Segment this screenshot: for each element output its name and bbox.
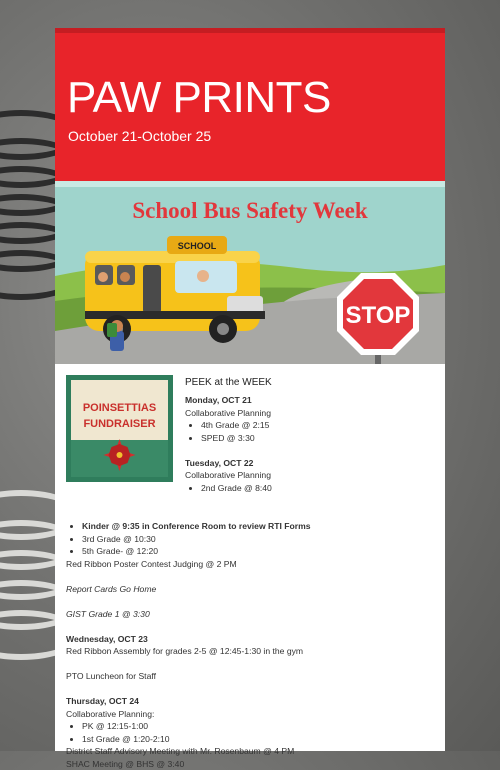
thursday-heading: Thursday, OCT 24: [66, 695, 436, 708]
tuesday-list: [185, 482, 435, 495]
list-item: • 3rd Grade @ 10:30: [82, 533, 436, 546]
peek-title: PEEK at the WEEK: [185, 376, 435, 389]
newsletter-title: PAW PRINTS: [67, 73, 331, 123]
fundraiser-line1: POINSETTIAS: [83, 402, 156, 414]
list-item: • 2nd Grade @ 8:40: [201, 482, 435, 495]
thursday-after2: SHAC Meeting @ BHS @ 3:40: [66, 758, 436, 770]
wednesday-line2: PTO Luncheon for Staff: [66, 670, 436, 683]
list-item: • 4th Grade @ 2:15: [201, 419, 435, 432]
newsletter-date-range: October 21-October 25: [68, 128, 211, 144]
bus-school-label: SCHOOL: [178, 241, 217, 251]
tuesday-heading: Tuesday, OCT 22: [185, 457, 435, 470]
thursday-list: [66, 720, 436, 745]
tuesday-line: Collaborative Planning: [185, 469, 435, 482]
thursday-line: Collaborative Planning:: [66, 708, 436, 721]
list-item: • 5th Grade- @ 12:20: [82, 545, 436, 558]
monday-list: [185, 419, 435, 444]
background-spring-decoration: [0, 110, 60, 670]
stop-sign-text: STOP: [346, 302, 411, 329]
peek-week-column: [185, 376, 435, 494]
list-item: • 1st Grade @ 1:20-2:10: [82, 733, 436, 746]
tuesday-note-report-cards: Report Cards Go Home: [66, 583, 436, 596]
bus-safety-banner: [55, 181, 445, 364]
monday-line: Collaborative Planning: [185, 407, 435, 420]
tuesday-after: Red Ribbon Poster Contest Judging @ 2 PM: [66, 558, 436, 571]
newsletter-card: [55, 28, 445, 751]
thursday-after1: District Staff Advisory Meeting with Mr. Rosenbaum @ 4 PM: [66, 745, 436, 758]
list-item: • PK @ 12:15-1:00: [82, 720, 436, 733]
fundraiser-line2: FUNDRAISER: [83, 418, 155, 430]
wednesday-heading: Wednesday, OCT 23: [66, 633, 436, 646]
tuesday-list-continued: [66, 520, 436, 558]
monday-heading: Monday, OCT 21: [185, 394, 435, 407]
wednesday-line1: Red Ribbon Assembly for grades 2-5 @ 12:45-1:30 in the gym: [66, 645, 436, 658]
tuesday-note-gist: GIST Grade 1 @ 3:30: [66, 608, 436, 621]
list-item: • SPED @ 3:30: [201, 432, 435, 445]
banner-headline: School Bus Safety Week: [132, 198, 368, 223]
list-item: • Kinder @ 9:35 in Conference Room to review RTI Forms: [82, 520, 436, 533]
newsletter-header: [55, 28, 445, 181]
poinsettias-fundraiser-image: [66, 375, 173, 482]
schedule-continued: [66, 520, 436, 770]
